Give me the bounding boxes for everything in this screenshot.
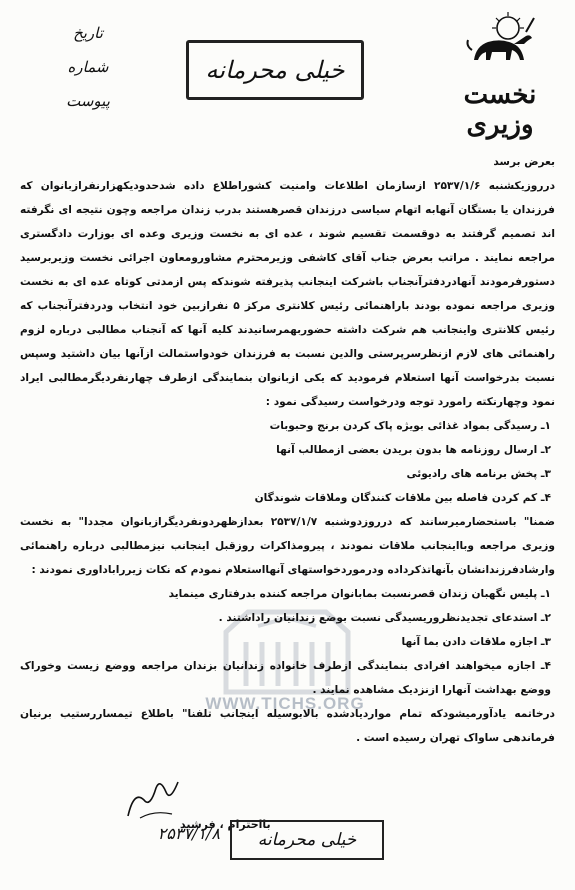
salutation: بعرض برسد [493, 156, 555, 168]
lion-and-sun-emblem-icon [462, 10, 536, 72]
closing-paragraph: درخاتمه یادآورمیشودکه تمام مواردیادشده بالابوسیله اینجانب تلفنا" باطلاع تیمساررستیب برنیان فرماندهی ساواک تهران رسیده است . [20, 708, 555, 744]
bottom-classification-stamp: خیلی محرمانه [230, 820, 384, 860]
meta-label-number: شماره [67, 58, 109, 76]
meta-label-date: تاریخ [73, 24, 103, 42]
letter-body [20, 150, 555, 750]
request-item-4: ۴ـ کم کردن فاصله بین ملاقات کنندگان وملاقات شوندگان [254, 492, 551, 504]
complaint-item-1: ۱ـ پلیس نگهبان زندان قصرنسبت بمابانوان مراجعه کننده بدرفتاری مینماید [168, 588, 551, 600]
handwritten-date: ۲۵۳۷/۱/۸ [157, 824, 220, 843]
body-paragraph: درروزیکشنبه ۲۵۳۷/۱/۶ ازسازمان اطلاعات وامنیت کشوراطلاع داده شدحدودیکهزارنفرازبانوان که فرزندان یا بستگان آنهابه اتهام سیاسی درزندان قصرهستند بدرب زندان مراجعه وچون نتیجه ای نگرفته اند تصمیم گرفتند به دوقسمت تقسیم شوند ، عده ای به نخست وزیری وعده ای بوزارت دادگستری مراجعه نمایند . مراتب بعرض جناب آقای کاشفی وزیرمحترم مشاورومعاون اجرائی نخست وزیربرسید دستورفرمودند آنهادردفترآنجناب باشرکت اینجانب پذیرفته شوندکه پس ازمدتی کوتاه عده ای به نخست وزیری مراجعه نموده بودند باراهنمائی رئیس کلانتری مرکز ۵ نفرازبین خود انتخاب ودردفترآنجناب که رئیس کلانتری واینجانب هم شرکت داشته حضوربهمرسانیدند کلیه آنها که آنجناب مطالبی درباره لزوم راهنمائی های لازم ازنظرسرپرستی والدین نسبت به فرزندان خودواستمالت ازآنها بیان داشتید وسپس نسبت بدرخواست آنها استعلام فرمودید که یکی ازبانوان بنمایندگی ازطرف چهارنفردیگرمطالبی ایراد نمود وچهارنکته رامورد توجه ودرخواست رسیدگی نمود : [20, 180, 556, 408]
complaint-item-3: ۳ـ اجازه ملاقات دادن بما آنها [401, 636, 551, 648]
watermark-text: WWW.TICHS.ORG [205, 694, 365, 713]
followup-paragraph: ضمنا" باستحضارمیرسانند که درروزدوشنبه ۲۵۳۷/۱/۷ بعدازظهردونفردیگرازبانوان مجددا" به نخست وزیری مراجعه وبااینجانب ملاقات نمودند ، پیرومذاکرات روزقبل اینجانب نیزمطالبی درباره راهنمائی وارشادفرزندانشان بآنهاتذکرداده ودرموردخواستهای آنهااستعلام نمودم که نکات زیرراباداوری نمودند : [20, 516, 555, 576]
complaint-item-4: ۴ـ اجازه میخواهند افرادی بنمایندگی ازطرف خانواده زندانیان بزندان مراجعه ووضع زیست وخوراک ووضع بهداشت آنهارا ازنزدیک مشاهده نمایند . [20, 660, 551, 696]
closing-regards: بااحترام ، فرشید [180, 818, 271, 831]
handwritten-signature-icon [120, 770, 188, 826]
meta-label-attachment: پیوست [66, 92, 110, 110]
request-item-1: ۱ـ رسیدگی بمواد غذائی بویژه پاک کردن برنج وحبوبات [269, 420, 551, 432]
letterhead-title: نخست وزیری [463, 80, 537, 140]
classification-stamp: خیلی محرمانه [186, 40, 364, 100]
complaint-item-2: ۲ـ استدعای تجدیدنظروریسیدگی نسبت بوضع زندانیان راداشتند . [218, 612, 551, 624]
request-item-2: ۲ـ ارسال روزنامه ها بدون بریدن بعضی ازمطالب آنها [276, 444, 551, 456]
request-item-3: ۳ـ پخش برنامه های رادیوئی [406, 468, 551, 480]
